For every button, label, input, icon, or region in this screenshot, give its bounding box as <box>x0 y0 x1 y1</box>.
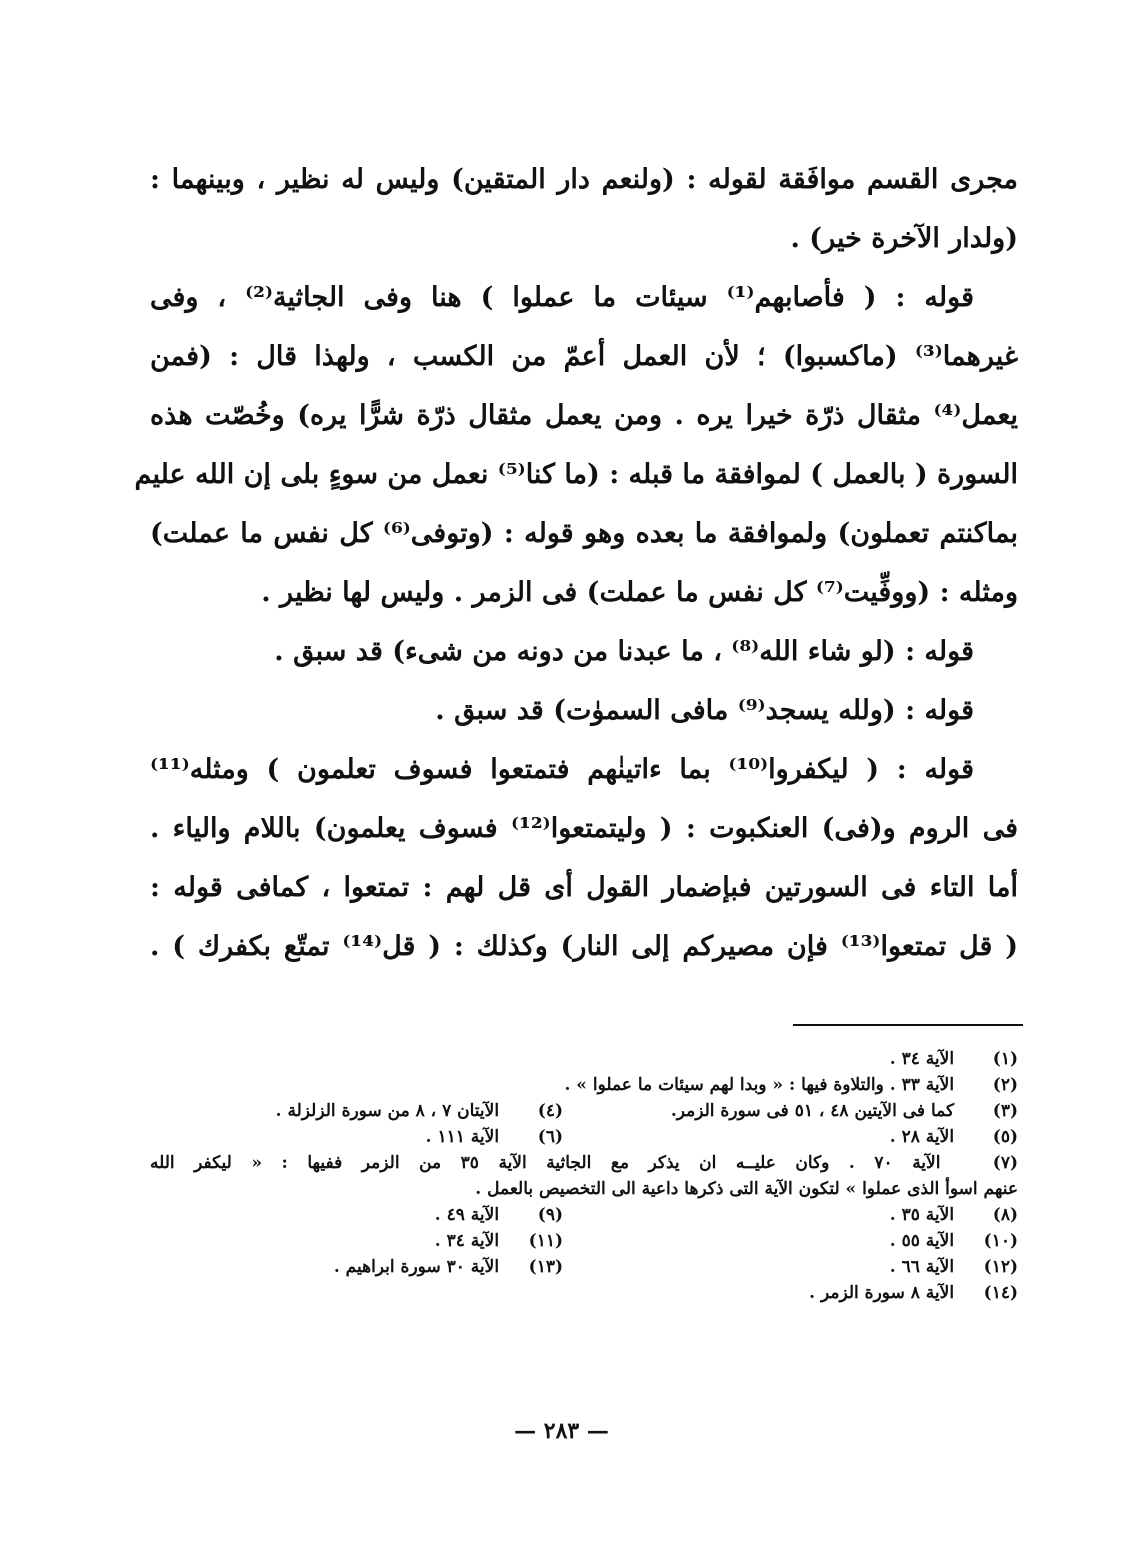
footnote-row <box>150 1046 1018 1072</box>
footnote-text: الآية ٣٤ . <box>889 1049 955 1069</box>
text-line: قوله : ( ليكفروا⁽¹⁰⁾ بما ءاتينٰهم فتمتعوا فسوف تعلمون ) ومثله⁽¹¹⁾ <box>150 754 975 785</box>
footnote <box>564 1072 1018 1098</box>
footnote <box>890 1202 1018 1228</box>
footnote-row <box>150 1228 1018 1254</box>
footnote <box>890 1124 1018 1150</box>
footnote-text: الآية ٢٨ . <box>889 1127 955 1147</box>
footnote-text: الآية ١١١ . <box>425 1127 500 1147</box>
text-line: السورة ( بالعمل ) لموافقة ما قبله : (ما كنا⁽⁵⁾ نعمل من سوءٍ بلى إن الله عليم <box>134 459 1018 490</box>
text-line: (ولدار الآخرة خير) . <box>790 223 1018 254</box>
footnote-number: (٣) <box>992 1101 1018 1121</box>
footnote-number: (٥) <box>992 1127 1018 1147</box>
footnote-row <box>150 1280 1018 1306</box>
footnote-row <box>150 1124 1018 1150</box>
footnote-text: الآية ٣٠ سورة ابراهيم . <box>333 1257 500 1277</box>
footnote-text: الآية ٥٥ . <box>889 1231 955 1251</box>
main-text <box>134 150 1018 976</box>
page-number: — ٢٨٣ — <box>514 1418 609 1444</box>
footnote-text: الآية ٤٩ . <box>434 1205 500 1225</box>
footnote-text: الآية ٨ سورة الزمر . <box>809 1283 955 1303</box>
footnote-text: الآيتان ٧ ، ٨ من سورة الزلزلة . <box>275 1101 500 1121</box>
footnote-number: (٩) <box>537 1205 563 1225</box>
footnote <box>671 1098 1018 1124</box>
text-line: ( قل تمتعوا⁽¹³⁾ فإن مصيركم إلى النار) وكذلك : ( قل⁽¹⁴⁾ تمتّع بكفرك ) . <box>150 931 1018 962</box>
footnote <box>435 1228 563 1254</box>
footnote-row <box>150 1254 1018 1280</box>
text-line: قوله : (ولله يسجد⁽⁹⁾ مافى السموٰت) قد سبق . <box>435 695 974 726</box>
footnote-separator <box>793 1024 1023 1026</box>
footnote-number: (١٤) <box>983 1283 1018 1303</box>
footnote <box>890 1046 1018 1072</box>
footnote-text: الآية ٣٣ . والتلاوة فيها : « وبدا لهم سيئات ما عملوا » . <box>564 1075 955 1095</box>
footnote-row <box>150 1202 1018 1228</box>
footnote-text: كما فى الآيتين ٤٨ ، ٥١ فى سورة الزمر. <box>670 1101 955 1121</box>
footnote <box>426 1124 563 1150</box>
text-line: قوله : ( فأصابهم⁽¹⁾ سيئات ما عملوا ) هنا وفى الجاثية⁽²⁾ ، وفى <box>150 282 974 313</box>
footnote-row <box>150 1072 1018 1098</box>
footnote-number: (١٣) <box>528 1257 563 1277</box>
text-line: فى الروم و(فى) العنكبوت : ( وليتمتعوا⁽¹²⁾ فسوف يعلمون) باللام والياء . <box>150 813 1018 844</box>
text-line: قوله : (لو شاء الله⁽⁸⁾ ، ما عبدنا من دونه من شىء) قد سبق . <box>274 636 974 667</box>
footnote-row <box>150 1150 1018 1176</box>
footnote-number: (١) <box>992 1049 1018 1069</box>
footnote-row <box>150 1098 1018 1124</box>
footnote-number: (٦) <box>537 1127 563 1147</box>
footnote <box>334 1254 563 1280</box>
footnote-continuation: عنهم اسوأ الذى عملوا » لتكون الآية التى ذكرها داعية الى التخصيص بالعمل . <box>475 1179 1018 1199</box>
footnote-number: (٧) <box>992 1153 1019 1173</box>
footnote <box>435 1202 563 1228</box>
text-line: بماكنتم تعملون) ولموافقة ما بعده وهو قوله : (وتوفى⁽⁶⁾ كل نفس ما عملت) <box>150 518 1018 549</box>
footnote-number: (١١) <box>528 1231 563 1251</box>
text-line: أما التاء فى السورتين فبإضمار القول أى قل لهم : تمتعوا ، كمافى قوله : <box>150 872 1018 903</box>
footnote <box>890 1228 1018 1254</box>
footnote-number: (١٢) <box>983 1257 1018 1277</box>
footnote-text: الآية ٣٥ . <box>889 1205 955 1225</box>
text-line: غيرهما⁽³⁾ (ماكسبوا) ؛ لأن العمل أعمّ من الكسب ، ولهذا قال : (فمن <box>150 341 1018 372</box>
footnote <box>890 1254 1018 1280</box>
footnote-number: (١٠) <box>983 1231 1018 1251</box>
text-line: يعمل⁽⁴⁾ مثقال ذرّة خيرا يره . ومن يعمل مثقال ذرّة شرًّا يره) وخُصّت هذه <box>150 400 1018 431</box>
footnote-number: (٨) <box>992 1205 1018 1225</box>
footnote-text: الآية ٧٠ . وكان عليــه ان يذكر مع الجاثية الآية ٣٥ من الزمر ففيها : « ليكفر الله <box>150 1153 941 1173</box>
footnote-number: (٢) <box>992 1075 1018 1095</box>
footnote-text: الآية ٣٤ . <box>434 1231 500 1251</box>
footnotes <box>150 1046 1018 1306</box>
text-line: ومثله : (ووفِّيت⁽⁷⁾ كل نفس ما عملت) فى الزمر . وليس لها نظير . <box>261 577 1018 608</box>
text-line: مجرى القسم موافَقة لقوله : (ولنعم دار المتقين) وليس له نظير ، وبينهما : <box>150 164 1018 195</box>
footnote <box>276 1098 563 1124</box>
footnote-number: (٤) <box>537 1101 563 1121</box>
footnote-text: الآية ٦٦ . <box>889 1257 955 1277</box>
footnote <box>809 1280 1018 1306</box>
